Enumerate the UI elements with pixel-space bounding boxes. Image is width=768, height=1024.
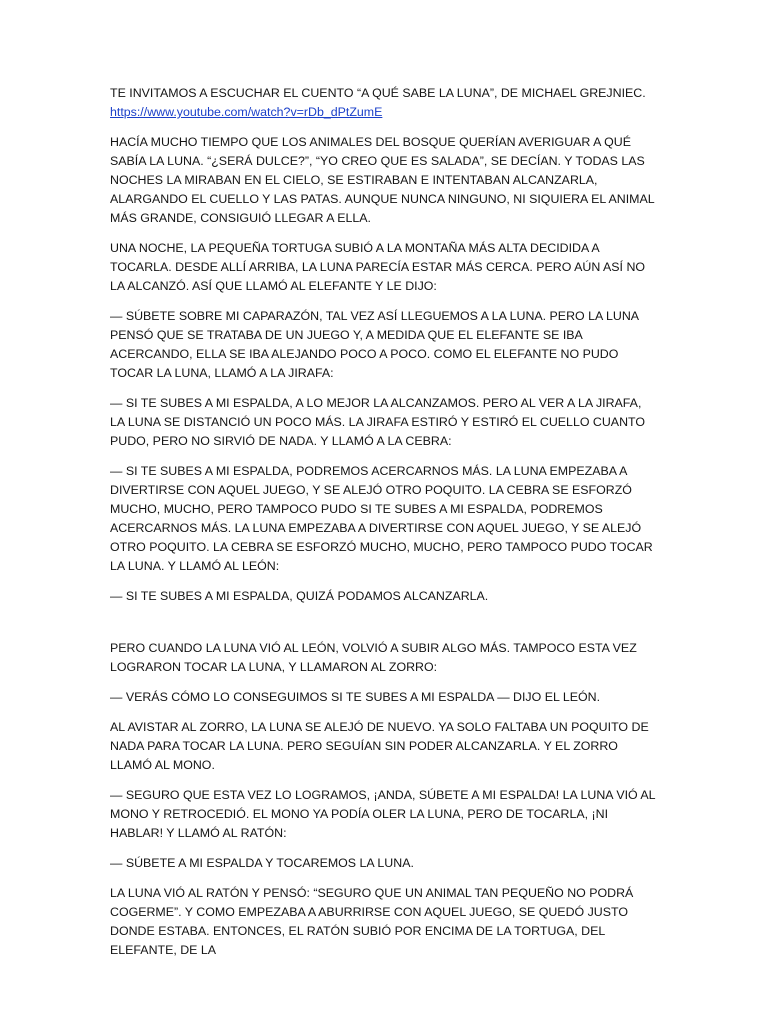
intro-line: TE INVITAMOS A ESCUCHAR EL CUENTO “A QUÉ SABE LA LUNA”, DE MICHAEL GREJNIEC. [110, 86, 646, 100]
paragraph-3: — SÚBETE SOBRE MI CAPARAZÓN, TAL VEZ ASÍ LLEGUEMOS A LA LUNA. PERO LA LUNA PENSÓ QUE SE TRATABA DE UN JUEGO Y, A MEDIDA QUE EL ELEFANTE SE IBA ACERCANDO, ELLA SE IBA ALEJANDO POCO A POCO. COMO EL ELEFANTE NO PUDO TOCAR LA LUNA, LLAMÓ A LA JIRAFA: [110, 309, 639, 380]
paragraph-5: — SI TE SUBES A MI ESPALDA, PODREMOS ACERCARNOS MÁS. LA LUNA EMPEZABA A DIVERTIRSE CON AQUEL JUEGO, Y SE ALEJÓ OTRO POQUITO. LA CEBRA SE ESFORZÓ MUCHO, MUCHO, PERO TAMPOCO PUDO SI TE SUBES A MI ESPALDA, PODREMOS ACERCARNOS MÁS. LA LUNA EMPEZABA A DIVERTIRSE CON AQUEL JUEGO, Y SE ALEJÓ OTRO POQUITO. LA CEBRA SE ESFORZÓ MUCHO, MUCHO, PERO TAMPOCO PUDO TOCAR LA LUNA. Y LLAMÓ AL LEÓN: [110, 464, 653, 573]
youtube-link[interactable]: https://www.youtube.com/watch?v=rDb_dPtZumE [110, 105, 383, 119]
intro-paragraph [110, 84, 658, 122]
blank-space [110, 617, 658, 639]
paragraph-6: — SI TE SUBES A MI ESPALDA, QUIZÁ PODAMOS ALCANZARLA. [110, 589, 489, 603]
document-page [110, 84, 658, 971]
paragraph-11: — SÚBETE A MI ESPALDA Y TOCAREMOS LA LUNA. [110, 856, 414, 870]
paragraph-7: PERO CUANDO LA LUNA VIÓ AL LEÓN, VOLVIÓ A SUBIR ALGO MÁS. TAMPOCO ESTA VEZ LOGRARON TOCAR LA LUNA, Y LLAMARON AL ZORRO: [110, 641, 637, 674]
paragraph-12: LA LUNA VIÓ AL RATÓN Y PENSÓ: “SEGURO QUE UN ANIMAL TAN PEQUEÑO NO PODRÁ COGERME”. Y COMO EMPEZABA A ABURRIRSE CON AQUEL JUEGO, SE QUEDÓ JUSTO DONDE ESTABA. ENTONCES, EL RATÓN SUBIÓ POR ENCIMA DE LA TORTUGA, DEL ELEFANTE, DE LA [110, 886, 634, 957]
paragraph-10: — SEGURO QUE ESTA VEZ LO LOGRAMOS, ¡ANDA, SÚBETE A MI ESPALDA! LA LUNA VIÓ AL MONO Y RETROCEDIÓ. EL MONO YA PODÍA OLER LA LUNA, PERO DE TOCARLA, ¡NI HABLAR! Y LLAMÓ AL RATÓN: [110, 788, 656, 840]
paragraph-2: UNA NOCHE, LA PEQUEÑA TORTUGA SUBIÓ A LA MONTAÑA MÁS ALTA DECIDIDA A TOCARLA. DESDE ALLÍ ARRIBA, LA LUNA PARECÍA ESTAR MÁS CERCA. PERO AÚN ASÍ NO LA ALCANZÓ. ASÍ QUE LLAMÓ AL ELEFANTE Y LE DIJO: [110, 241, 646, 293]
paragraph-4: — SI TE SUBES A MI ESPALDA, A LO MEJOR LA ALCANZAMOS. PERO AL VER A LA JIRAFA, LA LUNA SE DISTANCIÓ UN POCO MÁS. LA JIRAFA ESTIRÓ Y ESTIRÓ EL CUELLO CUANTO PUDO, PERO NO SIRVIÓ DE NADA. Y LLAMÓ A LA CEBRA: [110, 396, 646, 448]
paragraph-1: HACÍA MUCHO TIEMPO QUE LOS ANIMALES DEL BOSQUE QUERÍAN AVERIGUAR A QUÉ SABÍA LA LUNA. “¿SERÁ DULCE?”, “YO CREO QUE ES SALADA”, SE DECÍAN. Y TODAS LAS NOCHES LA MIRABAN EN EL CIELO, SE ESTIRABAN E INTENTABAN ALCANZARLA, ALARGANDO EL CUELLO Y LAS PATAS. AUNQUE NUNCA NINGUNO, NI SIQUIERA EL ANIMAL MÁS GRANDE, CONSIGUIÓ LLEGAR A ELLA. [110, 135, 655, 225]
paragraph-8: — VERÁS CÓMO LO CONSEGUIMOS SI TE SUBES A MI ESPALDA — DIJO EL LEÓN. [110, 690, 601, 704]
paragraph-9: AL AVISTAR AL ZORRO, LA LUNA SE ALEJÓ DE NUEVO. YA SOLO FALTABA UN POQUITO DE NADA PARA TOCAR LA LUNA. PERO SEGUÍAN SIN PODER ALCANZARLA. Y EL ZORRO LLAMÓ AL MONO. [110, 720, 649, 772]
